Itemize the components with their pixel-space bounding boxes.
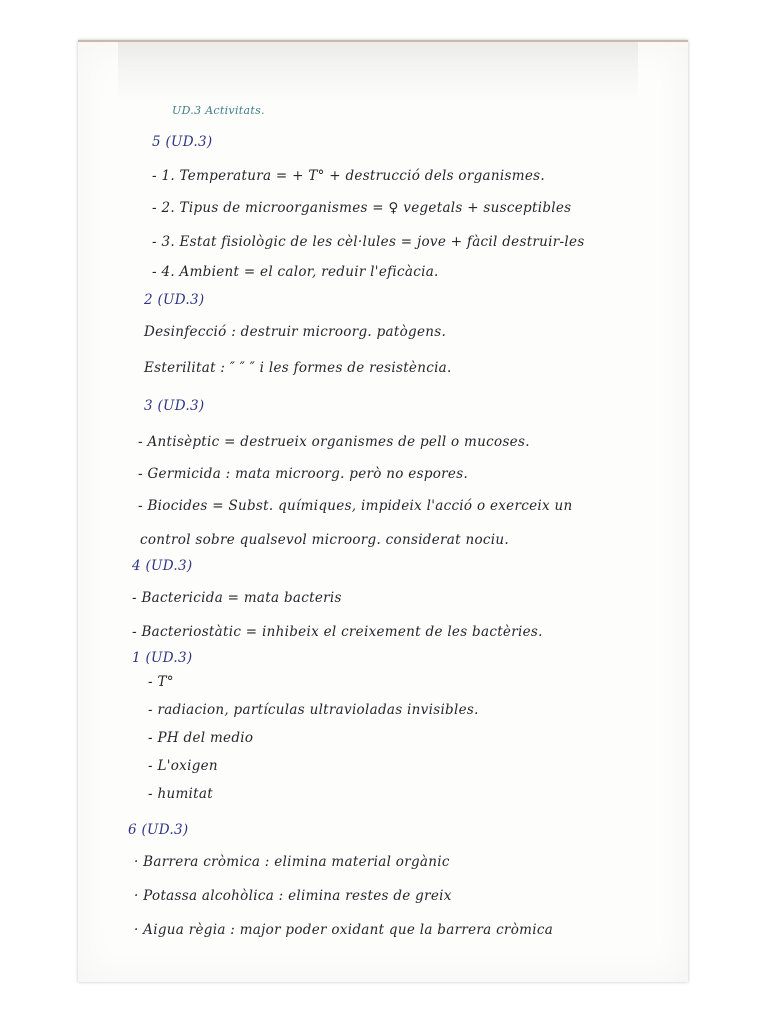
list-item: control sobre qualsevol microorg. considerat nociu. bbox=[140, 532, 509, 548]
notebook-page bbox=[78, 40, 688, 982]
list-item: - T° bbox=[148, 674, 174, 690]
section-heading-5: 5 (UD.3) bbox=[152, 134, 213, 150]
page-fold-shadow bbox=[118, 42, 638, 102]
list-item: Desinfecció : destruir microorg. patògens. bbox=[144, 324, 447, 340]
list-item: - Biocides = Subst. químiques, impideix l'acció o exerceix un bbox=[138, 498, 573, 514]
section-heading-2: 2 (UD.3) bbox=[144, 292, 205, 308]
list-item: · Aigua règia : major poder oxidant que la barrera cròmica bbox=[134, 922, 554, 938]
list-item: - 4. Ambient = el calor, reduir l'eficàcia. bbox=[152, 264, 439, 280]
section-heading-1: 1 (UD.3) bbox=[132, 650, 193, 666]
list-item: - humitat bbox=[148, 786, 213, 802]
list-item: · Barrera cròmica : elimina material orgànic bbox=[134, 854, 450, 870]
list-item: - radiacion, partículas ultravioladas invisibles. bbox=[148, 702, 479, 718]
section-heading-4: 4 (UD.3) bbox=[132, 558, 193, 574]
list-item: - Bactericida = mata bacteris bbox=[132, 590, 342, 606]
list-item: - Germicida : mata microorg. però no espores. bbox=[138, 466, 469, 482]
list-item: Esterilitat : ″ ″ ″ i les formes de resistència. bbox=[144, 360, 452, 376]
list-item: - 1. Temperatura = + T° + destrucció dels organismes. bbox=[152, 168, 545, 184]
list-item: - L'oxigen bbox=[148, 758, 218, 774]
page-header: UD.3 Activitats. bbox=[172, 104, 265, 117]
list-item: - Antisèptic = destrueix organismes de pell o mucoses. bbox=[138, 434, 530, 450]
list-item: - Bacteriostàtic = inhibeix el creixement de les bactèries. bbox=[132, 624, 543, 640]
section-heading-3: 3 (UD.3) bbox=[144, 398, 205, 414]
list-item: - PH del medio bbox=[148, 730, 254, 746]
list-item: - 2. Tipus de microorganismes = ♀ vegetals + susceptibles bbox=[152, 200, 572, 216]
list-item: · Potassa alcohòlica : elimina restes de greix bbox=[134, 888, 452, 904]
list-item: - 3. Estat fisiològic de les cèl·lules = jove + fàcil destruir-les bbox=[152, 234, 585, 250]
section-heading-6: 6 (UD.3) bbox=[128, 822, 189, 838]
